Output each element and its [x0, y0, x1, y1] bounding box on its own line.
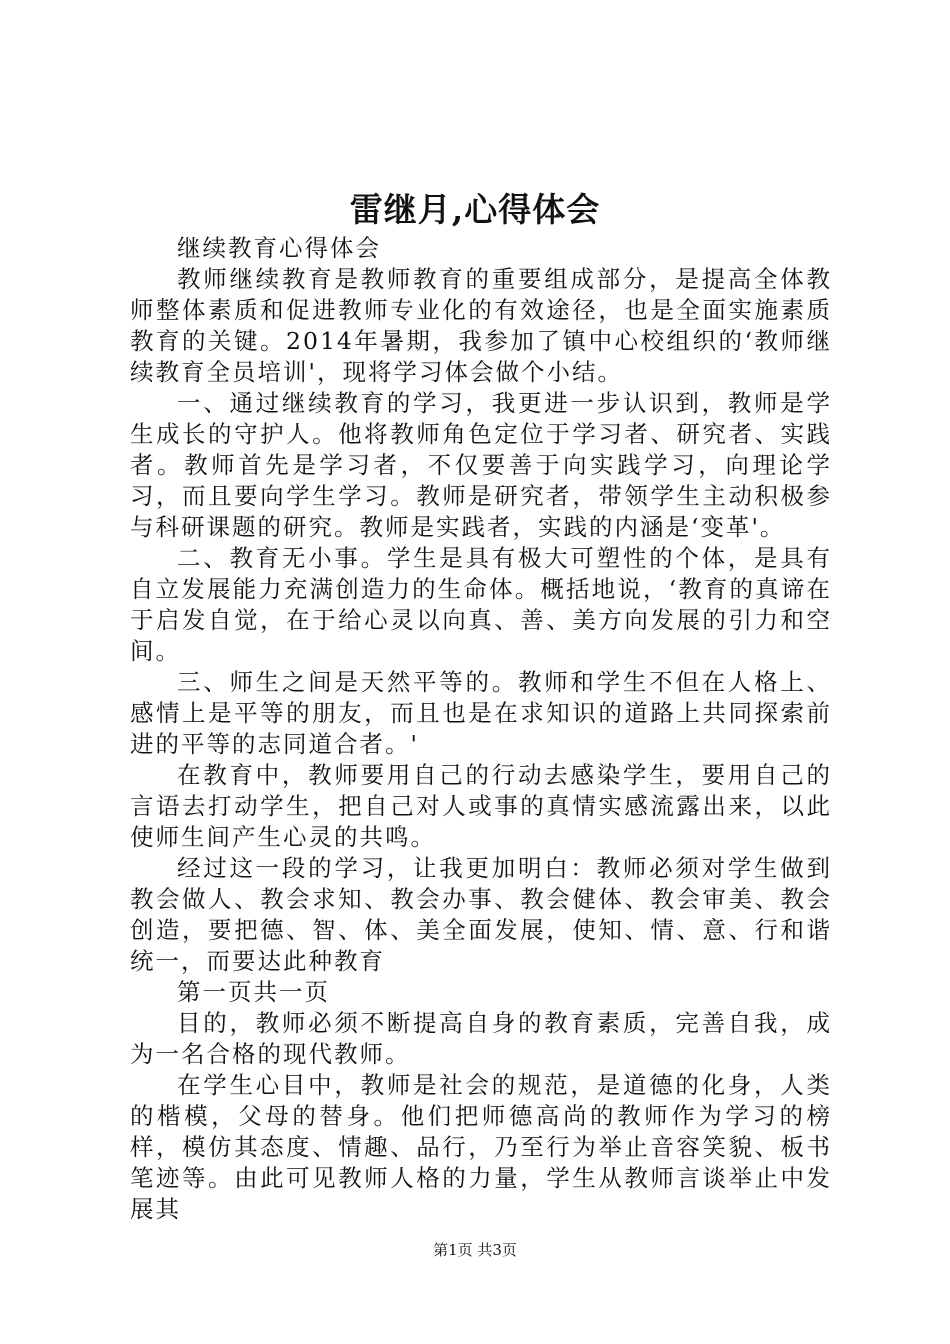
page-footer: 第1页 共3页	[433, 1241, 517, 1259]
paragraph-point-two: 二、教育无小事。学生是具有极大可塑性的个体，是具有自立发展能力充满创造力的生命体。概括地说，‘教育的真谛在于启发自觉，在于给心灵以向真、善、美方向发展的引力和空间。	[130, 544, 832, 665]
paragraph-intro: 教师继续教育是教师教育的重要组成部分，是提高全体教师整体素质和促进教师专业化的有效途径，也是全面实施素质教育的关键。2014年暑期，我参加了镇中心校组织的‘教师继续教育全员培训'，现将学习体会做个小结。	[130, 265, 832, 386]
paragraph-role-model: 在学生心目中，教师是社会的规范，是道德的化身，人类的楷模，父母的替身。他们把师德高尚的教师作为学习的榜样，模仿其态度、情趣、品行，乃至行为举止音容笑貌、板书笔迹等。由此可见教师人格的力量，学生从教师言谈举止中发展其	[130, 1071, 832, 1223]
paragraph-summary: 经过这一段的学习，让我更加明白：教师必须对学生做到教会做人、教会求知、教会办事、教会健体、教会审美、教会创造，要把德、智、体、美全面发展，使知、情、意、行和谐统一，而要达此种教育	[130, 854, 832, 975]
paragraph-subtitle: 继续教育心得体会	[177, 234, 381, 262]
paragraph-point-three: 三、师生之间是天然平等的。教师和学生不但在人格上、感情上是平等的朋友，而且也是在求知识的道路上共同探索前进的平等的志同道合者。'	[130, 668, 832, 758]
paragraph-point-one: 一、通过继续教育的学习，我更进一步认识到，教师是学生成长的守护人。他将教师角色定位于学习者、研究者、实践者。教师首先是学习者，不仅要善于向实践学习，向理论学习，而且要向学生学习。教师是研究者，带领学生主动积极参与科研课题的研究。教师是实践者，实践的内涵是‘变革'。	[130, 389, 832, 541]
document-title: 雷继月,心得体会	[349, 190, 601, 229]
paragraph-education: 在教育中，教师要用自己的行动去感染学生，要用自己的言语去打动学生，把自己对人或事的真情实感流露出来，以此使师生间产生心灵的共鸣。	[130, 761, 832, 851]
paragraph-page-marker: 第一页共一页	[177, 978, 330, 1006]
paragraph-goal: 目的，教师必须不断提高自身的教育素质，完善自我，成为一名合格的现代教师。	[130, 1009, 832, 1068]
document-body	[130, 233, 832, 1225]
